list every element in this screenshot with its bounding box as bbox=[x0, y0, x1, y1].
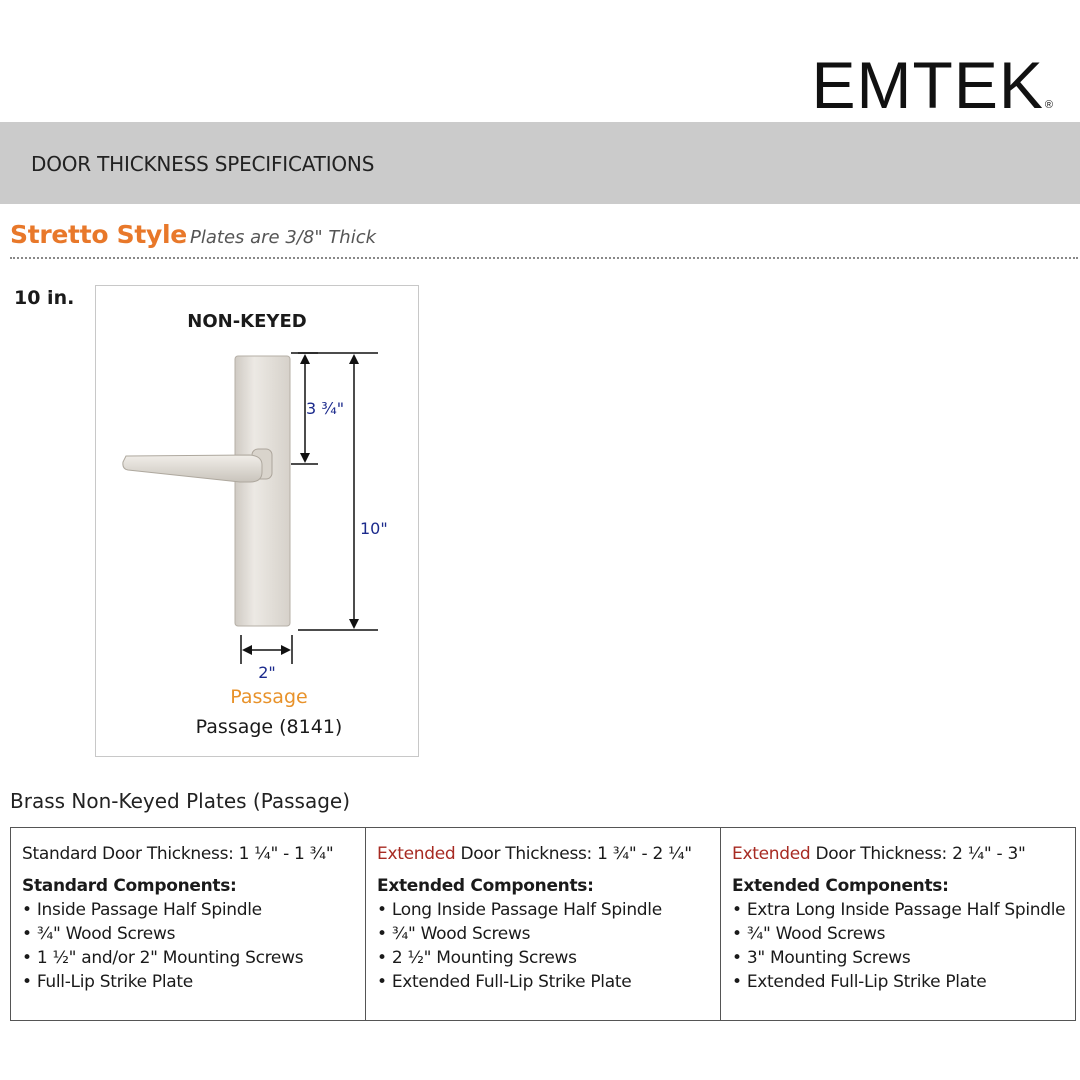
emtek-logo: EMTEK® bbox=[811, 48, 1054, 122]
style-subtitle: Plates are 3/8" Thick bbox=[190, 227, 377, 248]
model-label: Passage (8141) bbox=[195, 716, 343, 738]
list-item: • Long Inside Passage Half Spindle bbox=[377, 898, 720, 922]
dimension-plate-width bbox=[241, 635, 292, 664]
list-item: • Inside Passage Half Spindle bbox=[22, 898, 365, 922]
list-item: • Extended Full-Lip Strike Plate bbox=[732, 970, 1075, 994]
list-item: • Full-Lip Strike Plate bbox=[22, 970, 365, 994]
page-title: DOOR THICKNESS SPECIFICATIONS bbox=[31, 152, 375, 176]
components-title: Standard Components: bbox=[22, 876, 237, 896]
dim-plate-width-label: 2" bbox=[258, 663, 276, 682]
components-title: Extended Components: bbox=[377, 876, 594, 896]
spec-column-extended bbox=[366, 828, 721, 1020]
style-name: Stretto Style bbox=[10, 220, 187, 249]
lever-handle bbox=[123, 455, 262, 482]
spec-column-standard bbox=[11, 828, 366, 1020]
components-title: Extended Components: bbox=[732, 876, 949, 896]
product-card-title: NON-KEYED bbox=[187, 311, 307, 332]
spec-column-header: Extended Door Thickness: 1 ¾" - 2 ¼" bbox=[377, 844, 692, 864]
components-list bbox=[22, 898, 365, 994]
components-list bbox=[377, 898, 720, 994]
list-item: • ¾" Wood Screws bbox=[377, 922, 720, 946]
list-item: • ¾" Wood Screws bbox=[732, 922, 1075, 946]
dim-plate-height-label: 10" bbox=[360, 519, 388, 538]
list-item: • Extra Long Inside Passage Half Spindle bbox=[732, 898, 1075, 922]
spec-column-header: Standard Door Thickness: 1 ¼" - 1 ¾" bbox=[22, 844, 334, 864]
size-label: 10 in. bbox=[14, 287, 75, 309]
spec-column-header: Extended Door Thickness: 2 ¼" - 3" bbox=[732, 844, 1026, 864]
function-label: Passage bbox=[230, 686, 308, 708]
backplate bbox=[235, 356, 290, 626]
spec-column-extra-extended bbox=[721, 828, 1075, 1020]
list-item: • Extended Full-Lip Strike Plate bbox=[377, 970, 720, 994]
list-item: • 3" Mounting Screws bbox=[732, 946, 1075, 970]
spec-table bbox=[10, 827, 1076, 1021]
list-item: • 1 ½" and/or 2" Mounting Screws bbox=[22, 946, 365, 970]
dimension-plate-height bbox=[298, 353, 378, 630]
dim-handle-height-label: 3 ¾" bbox=[306, 399, 345, 418]
list-item: • 2 ½" Mounting Screws bbox=[377, 946, 720, 970]
components-list bbox=[732, 898, 1075, 994]
table-heading: Brass Non-Keyed Plates (Passage) bbox=[10, 789, 351, 813]
list-item: • ¾" Wood Screws bbox=[22, 922, 365, 946]
